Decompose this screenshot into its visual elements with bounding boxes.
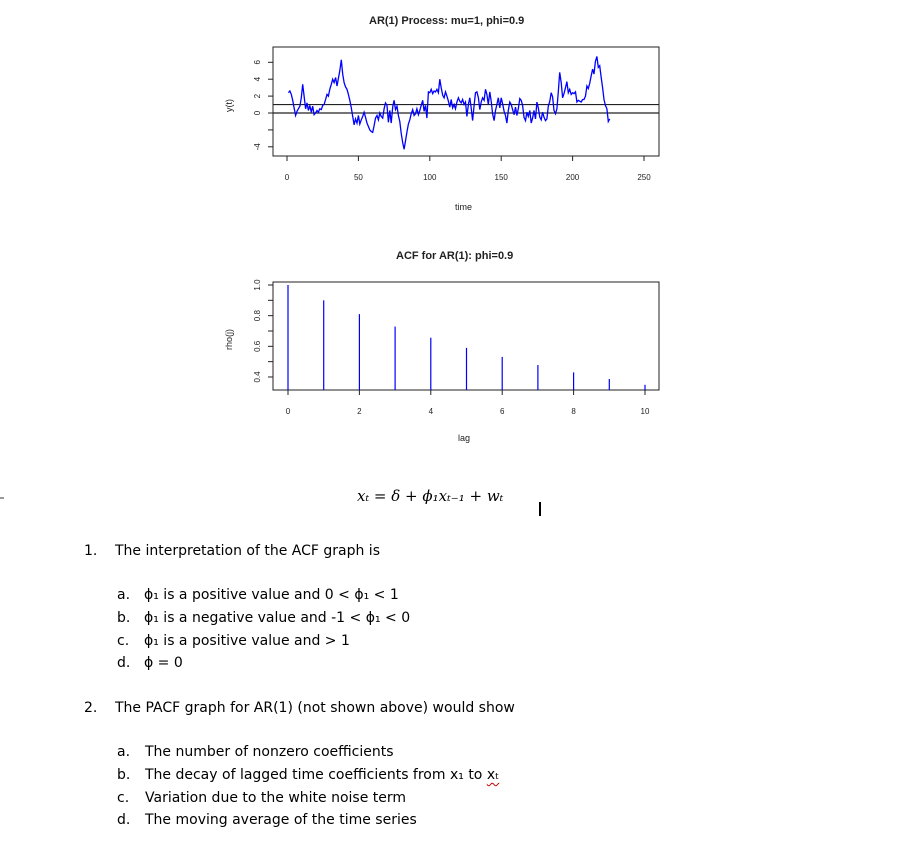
ts-xtick-label: 50 [353,173,363,182]
option-text: ϕ₁ is a positive value and > 1 [144,633,350,649]
acf-ytick-label: 1.0 [253,279,262,291]
option-text: Variation due to the white noise term [145,790,407,806]
question-number: 2. [84,700,98,716]
ts-chart [0,0,903,230]
ts-ytick-label: 6 [253,60,262,65]
ts-xtick-label: 0 [284,173,290,182]
option-text [145,767,499,783]
ts-ytick-label: 4 [253,76,262,82]
ts-ytick-label: -4 [253,143,262,151]
edge-artifact [0,497,4,499]
acf-chart-title: ACF for AR(1): phi=0.9 [396,250,514,262]
question-number: 1. [84,543,98,559]
acf-xtick-label: 10 [640,407,650,416]
ts-xtick-label: 250 [637,173,651,182]
ts-xtick-label: 150 [494,173,508,182]
acf-xtick-label: 2 [357,407,362,416]
acf-xtick-label: 8 [571,407,576,416]
acf-xtick-label: 6 [499,407,505,416]
option-letter: b. [117,610,131,626]
option-text: The number of nonzero coefficients [145,744,394,760]
acf-ytick-label: 0.6 [253,340,262,352]
ts-ytick-label: 0 [253,110,262,116]
ts-chart-title: AR(1) Process: mu=1, phi=0.9 [369,15,525,27]
option-text: The moving average of the time series [145,812,417,828]
ts-ytick-label: 2 [253,93,262,99]
equation-text: xₜ = δ + ϕ₁xₜ₋₁ + wₜ [357,487,504,505]
ts-ylabel: y(t) [224,99,234,112]
acf-ytick-label: 0.4 [253,371,262,383]
spellcheck-flagged-word: xₜ [486,767,500,783]
acf-ytick-label: 0.8 [253,310,262,322]
ts-xtick-label: 200 [565,173,580,182]
acf-xtick-label: 4 [428,407,434,416]
option-letter: b. [117,767,131,783]
question-text: The interpretation of the ACF graph is [115,543,380,559]
ts-xlabel: time [455,202,473,212]
acf-xtick-label: 0 [285,407,291,416]
ar1-equation [357,487,503,505]
option-letter: c. [117,633,130,649]
option-letter: d. [117,655,131,671]
acf-ylabel: rho(j) [224,328,234,350]
option-text: ϕ = 0 [144,655,183,671]
text-cursor [539,502,541,516]
ts-series-line [288,56,609,149]
option-letter: a. [117,744,131,760]
option-text: ϕ₁ is a positive value and 0 < ϕ₁ < 1 [144,587,399,603]
ts-xtick-label: 100 [423,173,437,182]
acf-xlabel: lag [458,433,471,443]
option-letter: a. [117,587,131,603]
option-letter: d. [117,812,131,828]
option-text-prefix: The decay of lagged time coefficients from x₁ to [145,767,487,783]
acf-chart [0,240,903,440]
option-letter: c. [117,790,130,806]
question-text: The PACF graph for AR(1) (not shown above) would show [115,700,515,716]
option-text: ϕ₁ is a negative value and -1 < ϕ₁ < 0 [144,610,411,626]
